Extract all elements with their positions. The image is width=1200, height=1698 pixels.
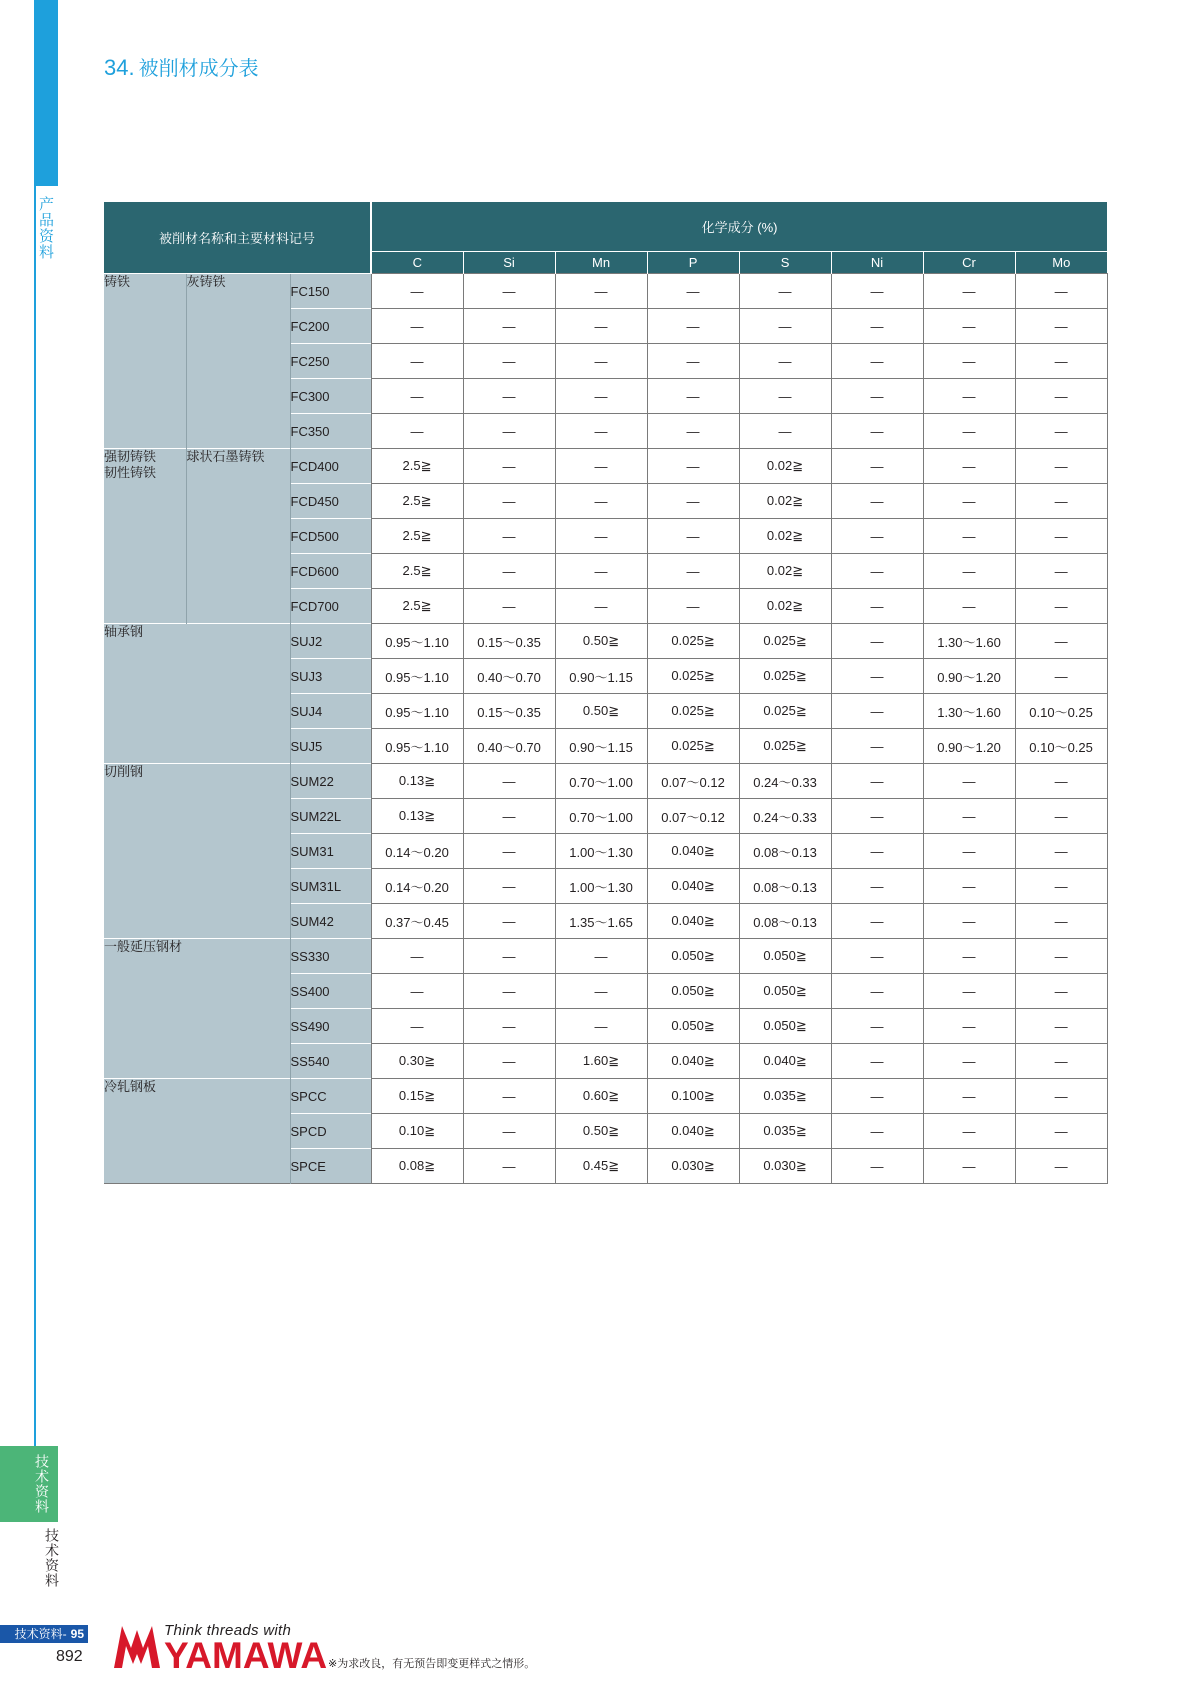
category-cell: 冷轧钢板 [104,1079,290,1184]
material-code-cell: SUM42 [290,904,371,939]
table-body [104,274,1107,1184]
value-cell-mo: — [1015,1009,1107,1044]
value-cell-mo: — [1015,589,1107,624]
value-cell-ni: — [831,694,923,729]
value-cell-mn: 1.35～1.65 [555,904,647,939]
value-cell-mn: 0.50≧ [555,624,647,659]
value-cell-mo: — [1015,414,1107,449]
header-element-mo: Mo [1015,252,1107,274]
value-cell-si: — [463,974,555,1009]
value-cell-mo: — [1015,659,1107,694]
value-cell-mo: — [1015,869,1107,904]
value-cell-mn: — [555,519,647,554]
material-code-cell: FCD600 [290,554,371,589]
value-cell-s: 0.24～0.33 [739,799,831,834]
value-cell-mo: — [1015,379,1107,414]
value-cell-si: — [463,449,555,484]
material-code-cell: SPCE [290,1149,371,1184]
value-cell-mn: 0.45≧ [555,1149,647,1184]
material-code-cell: SS540 [290,1044,371,1079]
value-cell-mo: 0.10～0.25 [1015,694,1107,729]
logo-tagline: Think threads with [164,1622,292,1639]
value-cell-mo: — [1015,274,1107,309]
value-cell-p: — [647,414,739,449]
value-cell-ni: — [831,274,923,309]
side-accent-line [34,186,36,1451]
value-cell-si: — [463,309,555,344]
value-cell-c: 0.13≧ [371,799,463,834]
value-cell-p: 0.025≧ [647,694,739,729]
page-title [104,52,259,81]
value-cell-s: 0.050≧ [739,939,831,974]
material-code-cell: SUJ4 [290,694,371,729]
value-cell-ni: — [831,414,923,449]
value-cell-cr: — [923,449,1015,484]
value-cell-mn: 0.90～1.15 [555,659,647,694]
material-code-cell: FC200 [290,309,371,344]
value-cell-si: 0.15～0.35 [463,624,555,659]
table-row [104,939,1107,974]
side-accent-bar [34,0,58,186]
value-cell-mo: — [1015,1149,1107,1184]
value-cell-p: — [647,554,739,589]
value-cell-si: — [463,519,555,554]
value-cell-ni: — [831,589,923,624]
value-cell-c: 0.13≧ [371,764,463,799]
value-cell-mo: — [1015,764,1107,799]
value-cell-mo: — [1015,974,1107,1009]
value-cell-cr: — [923,309,1015,344]
value-cell-ni: — [831,344,923,379]
value-cell-cr: — [923,764,1015,799]
value-cell-s: 0.08～0.13 [739,904,831,939]
material-code-cell: SPCD [290,1114,371,1149]
value-cell-s: 0.040≧ [739,1044,831,1079]
value-cell-ni: — [831,729,923,764]
value-cell-si: — [463,799,555,834]
value-cell-s: — [739,344,831,379]
value-cell-p: — [647,449,739,484]
value-cell-mn: 1.60≧ [555,1044,647,1079]
value-cell-ni: — [831,1114,923,1149]
value-cell-cr: — [923,344,1015,379]
category-cell: 切削钢 [104,764,290,939]
value-cell-mn: 0.50≧ [555,694,647,729]
value-cell-cr: — [923,589,1015,624]
value-cell-mn: — [555,379,647,414]
value-cell-si: 0.40～0.70 [463,659,555,694]
value-cell-ni: — [831,799,923,834]
value-cell-c: — [371,379,463,414]
value-cell-cr: 0.90～1.20 [923,659,1015,694]
value-cell-mo: — [1015,554,1107,589]
value-cell-si: 0.15～0.35 [463,694,555,729]
material-code-cell: FCD400 [290,449,371,484]
value-cell-cr: — [923,904,1015,939]
value-cell-cr: — [923,519,1015,554]
table-row [104,764,1107,799]
value-cell-p: 0.025≧ [647,659,739,694]
value-cell-p: 0.040≧ [647,1044,739,1079]
value-cell-mo: — [1015,519,1107,554]
footer-tag-prefix: 技术资料- [14,1627,67,1641]
value-cell-s: 0.02≧ [739,449,831,484]
value-cell-ni: — [831,1044,923,1079]
value-cell-si: — [463,764,555,799]
value-cell-mo: — [1015,904,1107,939]
value-cell-si: — [463,379,555,414]
value-cell-ni: — [831,449,923,484]
value-cell-mn: — [555,484,647,519]
value-cell-cr: — [923,1009,1015,1044]
value-cell-cr: 1.30～1.60 [923,694,1015,729]
value-cell-mo: — [1015,1114,1107,1149]
value-cell-ni: — [831,1079,923,1114]
value-cell-p: — [647,519,739,554]
value-cell-si: — [463,274,555,309]
table-row [104,449,1107,484]
value-cell-c: 0.37～0.45 [371,904,463,939]
value-cell-c: — [371,274,463,309]
value-cell-s: 0.025≧ [739,659,831,694]
material-code-cell: FC300 [290,379,371,414]
value-cell-cr: — [923,799,1015,834]
value-cell-si: — [463,589,555,624]
value-cell-s: 0.02≧ [739,519,831,554]
value-cell-mo: — [1015,624,1107,659]
value-cell-si: — [463,834,555,869]
value-cell-mn: — [555,449,647,484]
value-cell-s: 0.025≧ [739,624,831,659]
value-cell-mn: 1.00～1.30 [555,869,647,904]
value-cell-c: — [371,344,463,379]
value-cell-cr: — [923,1079,1015,1114]
material-code-cell: SS330 [290,939,371,974]
value-cell-ni: — [831,519,923,554]
material-code-cell: SUM31 [290,834,371,869]
value-cell-c: — [371,974,463,1009]
value-cell-s: 0.08～0.13 [739,869,831,904]
value-cell-si: — [463,869,555,904]
value-cell-mo: — [1015,484,1107,519]
value-cell-cr: — [923,554,1015,589]
value-cell-c: — [371,414,463,449]
value-cell-cr: 1.30～1.60 [923,624,1015,659]
category-cell: 铸铁 [104,274,186,449]
value-cell-c: 2.5≧ [371,589,463,624]
value-cell-si: — [463,1149,555,1184]
footer-tag-number: 95 [70,1627,84,1641]
header-element-cr: Cr [923,252,1015,274]
value-cell-cr: — [923,834,1015,869]
table-row [104,1079,1107,1114]
value-cell-si: — [463,1009,555,1044]
value-cell-cr: — [923,974,1015,1009]
value-cell-mn: — [555,939,647,974]
value-cell-mn: 0.90～1.15 [555,729,647,764]
header-element-mn: Mn [555,252,647,274]
value-cell-ni: — [831,1009,923,1044]
value-cell-si: — [463,554,555,589]
value-cell-mo: — [1015,309,1107,344]
value-cell-mn: — [555,309,647,344]
value-cell-c: — [371,1009,463,1044]
value-cell-c: 0.95～1.10 [371,624,463,659]
value-cell-s: 0.08～0.13 [739,834,831,869]
value-cell-cr: — [923,1044,1015,1079]
side-tab-label: 技术资料 [34,1454,50,1514]
value-cell-c: 2.5≧ [371,519,463,554]
value-cell-mn: — [555,344,647,379]
value-cell-ni: — [831,869,923,904]
value-cell-s: 0.02≧ [739,589,831,624]
value-cell-si: — [463,344,555,379]
value-cell-si: — [463,484,555,519]
value-cell-ni: — [831,764,923,799]
value-cell-ni: — [831,484,923,519]
value-cell-si: 0.40～0.70 [463,729,555,764]
value-cell-cr: — [923,869,1015,904]
composition-table [104,202,1108,1184]
value-cell-p: 0.025≧ [647,624,739,659]
value-cell-p: 0.030≧ [647,1149,739,1184]
value-cell-ni: — [831,904,923,939]
value-cell-mn: 0.70～1.00 [555,764,647,799]
material-code-cell: FC350 [290,414,371,449]
header-element-c: C [371,252,463,274]
value-cell-p: — [647,484,739,519]
page-number: 892 [56,1648,83,1665]
value-cell-c: 0.95～1.10 [371,729,463,764]
value-cell-mn: — [555,974,647,1009]
side-tech-label: 技术资料 [44,1528,60,1588]
category-cell: 强韧铸铁 韧性铸铁 [104,449,186,624]
footer-note: ※为求改良，有无预告即变更样式之情形。 [328,1658,536,1670]
subcategory-cell: 灰铸铁 [186,274,290,449]
value-cell-si: — [463,939,555,974]
value-cell-ni: — [831,939,923,974]
header-material-name: 被削材名称和主要材料记号 [104,202,371,274]
value-cell-c: 0.30≧ [371,1044,463,1079]
value-cell-s: 0.02≧ [739,554,831,589]
value-cell-p: — [647,344,739,379]
value-cell-p: 0.040≧ [647,1114,739,1149]
value-cell-c: 0.95～1.10 [371,694,463,729]
value-cell-s: 0.030≧ [739,1149,831,1184]
value-cell-mo: — [1015,1044,1107,1079]
value-cell-s: 0.050≧ [739,974,831,1009]
value-cell-mn: — [555,414,647,449]
value-cell-mo: — [1015,939,1107,974]
value-cell-si: — [463,1079,555,1114]
side-tab-tech-data[interactable] [0,1446,58,1522]
value-cell-cr: — [923,1149,1015,1184]
material-code-cell: SUJ2 [290,624,371,659]
value-cell-mo: — [1015,344,1107,379]
value-cell-mn: — [555,554,647,589]
value-cell-s: — [739,274,831,309]
material-code-cell: SPCC [290,1079,371,1114]
header-chemical-composition: 化学成分 (%) [371,202,1107,252]
value-cell-p: 0.040≧ [647,869,739,904]
value-cell-s: 0.035≧ [739,1079,831,1114]
header-element-s: S [739,252,831,274]
value-cell-cr: — [923,939,1015,974]
value-cell-si: — [463,1044,555,1079]
value-cell-p: — [647,589,739,624]
material-code-cell: FCD700 [290,589,371,624]
value-cell-mn: — [555,589,647,624]
value-cell-mn: — [555,274,647,309]
table-row [104,274,1107,309]
value-cell-mn: 0.60≧ [555,1079,647,1114]
value-cell-mn: 0.70～1.00 [555,799,647,834]
value-cell-c: 0.14～0.20 [371,834,463,869]
material-code-cell: SUJ3 [290,659,371,694]
value-cell-c: 0.14～0.20 [371,869,463,904]
value-cell-cr: — [923,484,1015,519]
value-cell-s: 0.050≧ [739,1009,831,1044]
value-cell-ni: — [831,1149,923,1184]
value-cell-mo: — [1015,449,1107,484]
value-cell-mn: 0.50≧ [555,1114,647,1149]
value-cell-ni: — [831,379,923,414]
value-cell-p: 0.07～0.12 [647,799,739,834]
header-element-ni: Ni [831,252,923,274]
value-cell-ni: — [831,834,923,869]
material-code-cell: FC250 [290,344,371,379]
value-cell-c: 2.5≧ [371,554,463,589]
value-cell-p: 0.07～0.12 [647,764,739,799]
value-cell-c: 0.15≧ [371,1079,463,1114]
value-cell-c: 0.10≧ [371,1114,463,1149]
value-cell-si: — [463,414,555,449]
value-cell-s: 0.24～0.33 [739,764,831,799]
value-cell-mo: 0.10～0.25 [1015,729,1107,764]
material-code-cell: SUJ5 [290,729,371,764]
value-cell-cr: — [923,414,1015,449]
value-cell-p: 0.050≧ [647,1009,739,1044]
value-cell-ni: — [831,554,923,589]
value-cell-p: — [647,309,739,344]
value-cell-c: 0.08≧ [371,1149,463,1184]
value-cell-c: 2.5≧ [371,484,463,519]
logo-brand-name: YAMAWA [164,1635,328,1676]
page-title-text: 被削材成分表 [138,58,259,80]
material-code-cell: FC150 [290,274,371,309]
value-cell-s: 0.025≧ [739,729,831,764]
value-cell-c: — [371,939,463,974]
value-cell-s: — [739,309,831,344]
value-cell-s: 0.02≧ [739,484,831,519]
table-row [104,624,1107,659]
value-cell-cr: — [923,379,1015,414]
value-cell-si: — [463,904,555,939]
value-cell-mo: — [1015,1079,1107,1114]
value-cell-ni: — [831,624,923,659]
yamawa-logo-icon [114,1624,160,1670]
value-cell-si: — [463,1114,555,1149]
header-element-si: Si [463,252,555,274]
value-cell-mn: — [555,1009,647,1044]
value-cell-mo: — [1015,834,1107,869]
material-code-cell: FCD500 [290,519,371,554]
value-cell-p: — [647,274,739,309]
material-code-cell: SUM22L [290,799,371,834]
value-cell-s: 0.035≧ [739,1114,831,1149]
value-cell-c: — [371,309,463,344]
value-cell-ni: — [831,974,923,1009]
value-cell-c: 0.95～1.10 [371,659,463,694]
value-cell-cr: 0.90～1.20 [923,729,1015,764]
value-cell-s: 0.025≧ [739,694,831,729]
value-cell-p: 0.050≧ [647,974,739,1009]
value-cell-p: 0.040≧ [647,904,739,939]
value-cell-p: 0.025≧ [647,729,739,764]
material-code-cell: SS400 [290,974,371,1009]
page-title-number: 34. [104,55,135,80]
value-cell-ni: — [831,659,923,694]
material-code-cell: SS490 [290,1009,371,1044]
value-cell-mo: — [1015,799,1107,834]
value-cell-p: 0.100≧ [647,1079,739,1114]
value-cell-cr: — [923,274,1015,309]
subcategory-cell: 球状石墨铸铁 [186,449,290,624]
value-cell-cr: — [923,1114,1015,1149]
category-cell: 轴承钢 [104,624,290,764]
value-cell-s: — [739,379,831,414]
value-cell-mn: 1.00～1.30 [555,834,647,869]
value-cell-c: 2.5≧ [371,449,463,484]
value-cell-p: 0.040≧ [647,834,739,869]
material-code-cell: SUM22 [290,764,371,799]
side-section-label: 产品资料 [37,196,54,260]
material-code-cell: FCD450 [290,484,371,519]
value-cell-s: — [739,414,831,449]
header-element-p: P [647,252,739,274]
value-cell-p: 0.050≧ [647,939,739,974]
value-cell-p: — [647,379,739,414]
value-cell-ni: — [831,309,923,344]
material-code-cell: SUM31L [290,869,371,904]
footer-section-tag [0,1625,88,1643]
category-cell: 一般延压钢材 [104,939,290,1079]
